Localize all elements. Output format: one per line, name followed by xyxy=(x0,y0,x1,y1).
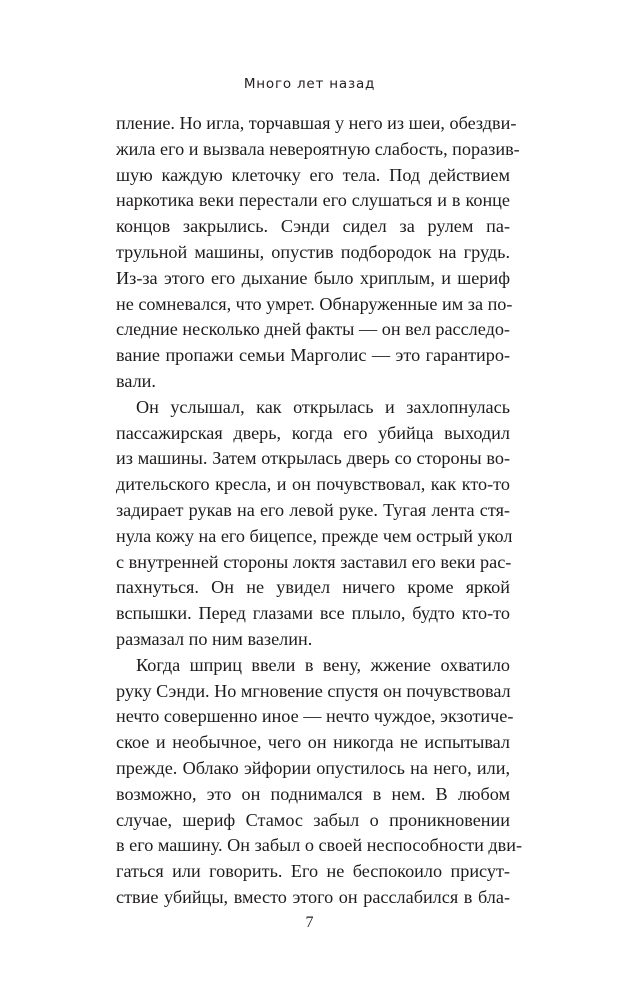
text-line: Он услышал, как открылась и захлопнулась xyxy=(136,396,510,417)
text-line: вали. xyxy=(116,370,156,391)
text-line: пление. Но игла, торчавшая у него из шеи, обездви- xyxy=(116,113,517,133)
text-line: размазал по ним вазелин. xyxy=(116,628,313,649)
text-line: случае, шериф Стамос забыл о проникновении xyxy=(116,809,510,830)
paragraph-3 xyxy=(116,653,523,911)
text-line: жила его и вызвала невероятную слабость, поразив- xyxy=(116,138,520,159)
text-line: следние несколько дней факты — он вел расследо- xyxy=(116,319,510,340)
text-line: прежде. Облако эйфории опустилось на него, или, xyxy=(116,757,510,778)
text-line: Из-за этого его дыхание было хриплым, и шериф xyxy=(116,267,510,288)
page-number: 7 xyxy=(305,914,314,931)
text-line: вспышки. Перед глазами все плыло, будто кто-то xyxy=(116,603,510,624)
paragraph-2 xyxy=(116,395,513,653)
paragraph-1 xyxy=(116,111,520,395)
text-line: ствие убийцы, вместо этого он расслабился в бла- xyxy=(116,886,510,907)
text-line: шую каждую клеточку его тела. Под действием xyxy=(116,164,510,185)
text-line: вание пропажи семьи Марголис — это гарантиро- xyxy=(116,345,510,366)
text-line: в его машину. Он забыл о своей неспособности дви- xyxy=(116,835,523,856)
text-line: с внутренней стороны локтя заставил его веки рас- xyxy=(116,551,512,572)
text-line: ское и необычное, чего он никогда не испытывал xyxy=(116,732,510,753)
text-line: не сомневался, что умрет. Обнаруженные им за по- xyxy=(116,293,513,314)
text-line: задирает рукав на его левой руке. Тугая лента стя- xyxy=(116,499,510,520)
text-line: из машины. Затем открылась дверь со стороны во- xyxy=(116,448,510,469)
text-line: пахнуться. Он не увидел ничего кроме яркой xyxy=(116,577,510,598)
text-line: дительского кресла, и он почувствовал, как кто-то xyxy=(116,474,510,495)
text-line: возможно, это он поднимался в нем. В любом xyxy=(116,783,510,804)
text-line: нула кожу на его бицепсе, прежде чем острый укол xyxy=(116,525,513,546)
text-line: трульной машины, опустив подбородок на грудь. xyxy=(116,241,510,262)
text-line: наркотика веки перестали его слушаться и в конце xyxy=(116,190,510,211)
text-line: концов закрылись. Сэнди сидел за рулем па- xyxy=(116,216,510,237)
text-line: пассажирская дверь, когда его убийца выходил xyxy=(116,422,510,443)
body-text xyxy=(116,111,523,911)
text-line: руку Сэнди. Но мгновение спустя он почувствовал xyxy=(116,680,511,701)
running-title: Много лет назад xyxy=(243,76,376,92)
text-line: гаться или говорить. Его не беспокоило присут- xyxy=(116,861,510,882)
text-line: Когда шприц ввели в вену, жжение охватило xyxy=(136,654,510,675)
text-line: нечто совершенно иное — нечто чуждое, экзотиче- xyxy=(116,706,514,727)
